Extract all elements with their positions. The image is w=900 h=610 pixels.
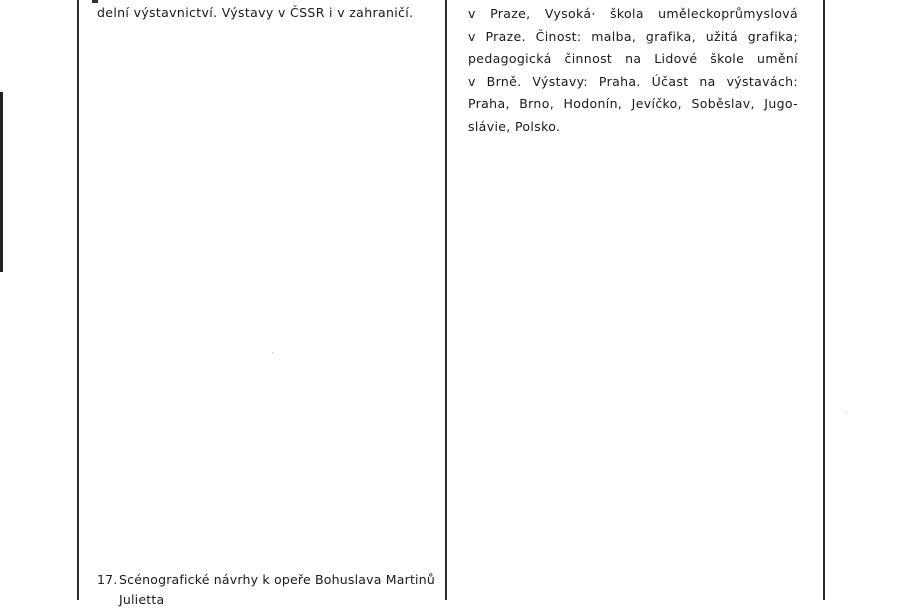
paragraph-line: v Praze. Činost: malba, grafika, užitá grafika;	[468, 28, 798, 44]
column-rule-middle	[445, 0, 447, 600]
paragraph-line: v Praze, Vysoká· škola uměleckoprůmyslová	[468, 6, 798, 21]
paragraph-line: Praha, Brno, Hodonín, Jevíčko, Soběslav, Jugo-	[468, 96, 798, 112]
figure-caption	[97, 570, 437, 610]
column-rule-left	[77, 0, 79, 600]
caption-line: Julietta	[119, 592, 165, 607]
paragraph-line: pedagogická činnost na Lidové škole umění	[468, 51, 798, 67]
caption-number: 17.	[97, 572, 118, 587]
scan-speck	[272, 352, 273, 353]
scan-edge-mark	[0, 92, 3, 272]
paragraph-line: v Brně. Výstavy: Praha. Účast na výstavách:	[468, 73, 798, 89]
right-column-paragraph	[468, 3, 798, 139]
caption-text: Scénografické návrhy k opeře Bohuslava Martinů	[119, 572, 435, 587]
scan-speck	[845, 412, 846, 413]
paragraph-line: slávie, Polsko.	[468, 118, 561, 134]
column-rule-right	[823, 0, 825, 600]
left-column-text: delní výstavnictví. Výstavy v ČSSR i v zahraničí.	[97, 5, 414, 20]
caption-line	[97, 570, 437, 590]
